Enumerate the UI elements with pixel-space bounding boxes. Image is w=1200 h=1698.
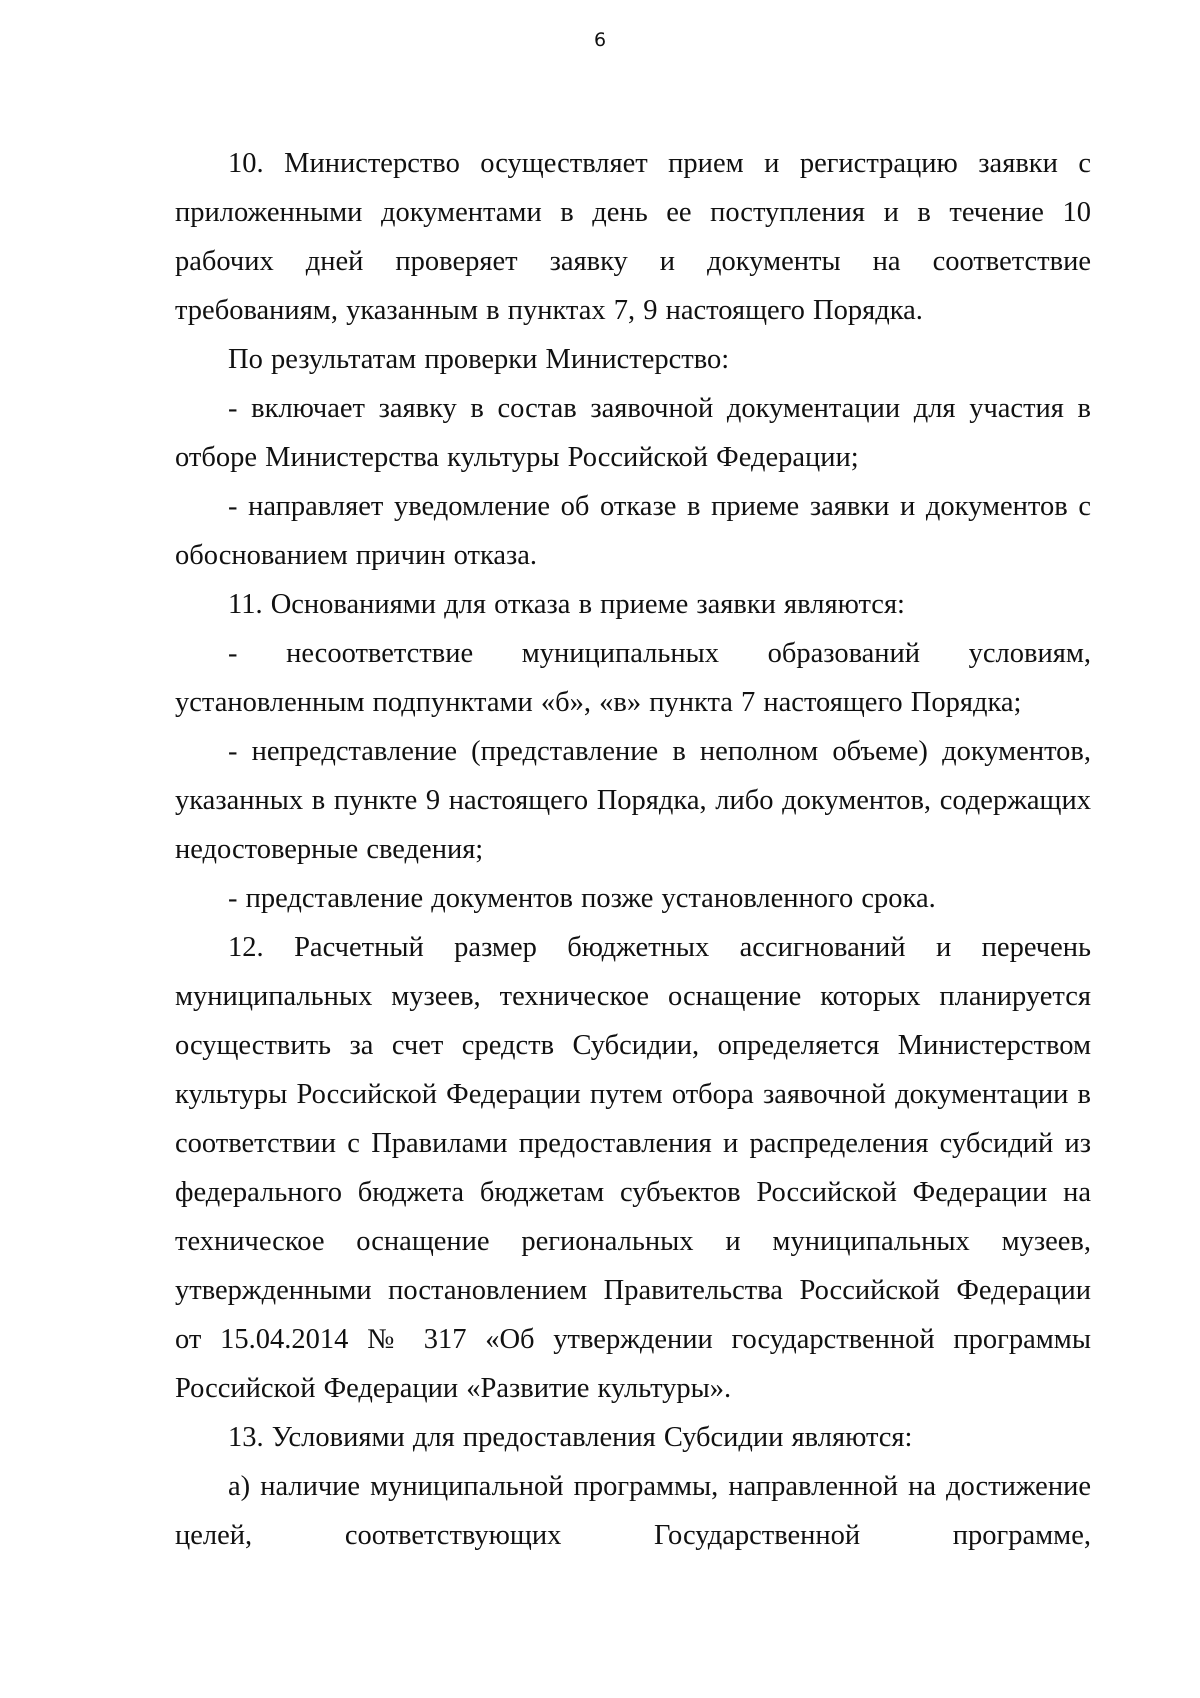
paragraph-check-results: По результатам проверки Министерство: bbox=[228, 344, 730, 375]
paragraph-nonsubmission: - непредставление (представление в неполном объеме) документов, указанных в пункте 9 настоящего Порядка, либо документов, содержащих недостоверные сведения; bbox=[175, 736, 1091, 865]
paragraph-nonconformity: - несоответствие муниципальных образований условиям, установленным подпунктами «б», «в» пункта 7 настоящего Порядка; bbox=[175, 638, 1091, 718]
paragraph-13: 13. Условиями для предоставления Субсидии являются: bbox=[228, 1422, 913, 1453]
paragraph-13-a: а) наличие муниципальной программы, направленной на достижение целей, соответствующих Государственной программе, bbox=[175, 1471, 1091, 1551]
paragraph-late-submission: - представление документов позже установленного срока. bbox=[228, 883, 936, 914]
paragraph-10: 10. Министерство осуществляет прием и регистрацию заявки с приложенными документами в день ее поступления и в течение 10 рабочих дней проверяет заявку и документы на соответствие требованиям, указанным в пунктах 7, 9 настоящего Порядка. bbox=[175, 148, 1091, 326]
paragraph-12: 12. Расчетный размер бюджетных ассигнований и перечень муниципальных музеев, техническое оснащение которых планируется осуществить за счет средств Субсидии, определяется Министерством культуры Российской Федерации путем отбора заявочной документации в соответствии с Правилами предоставления и распределения субсидий из федерального бюджета бюджетам субъектов Российской Федерации на техническое оснащение региональных и муниципальных музеев, утвержденными постановлением Правительства Российской Федерации от 15.04.2014 № 317 «Об утверждении государственной программы Российской Федерации «Развитие культуры». bbox=[175, 932, 1091, 1404]
document-body bbox=[175, 139, 1091, 1560]
paragraph-include-application: - включает заявку в состав заявочной документации для участия в отборе Министерства культуры Российской Федерации; bbox=[175, 393, 1091, 473]
page-number: 6 bbox=[593, 29, 607, 51]
paragraph-send-refusal: - направляет уведомление об отказе в приеме заявки и документов с обоснованием причин отказа. bbox=[175, 491, 1091, 571]
paragraph-11: 11. Основаниями для отказа в приеме заявки являются: bbox=[228, 589, 905, 620]
